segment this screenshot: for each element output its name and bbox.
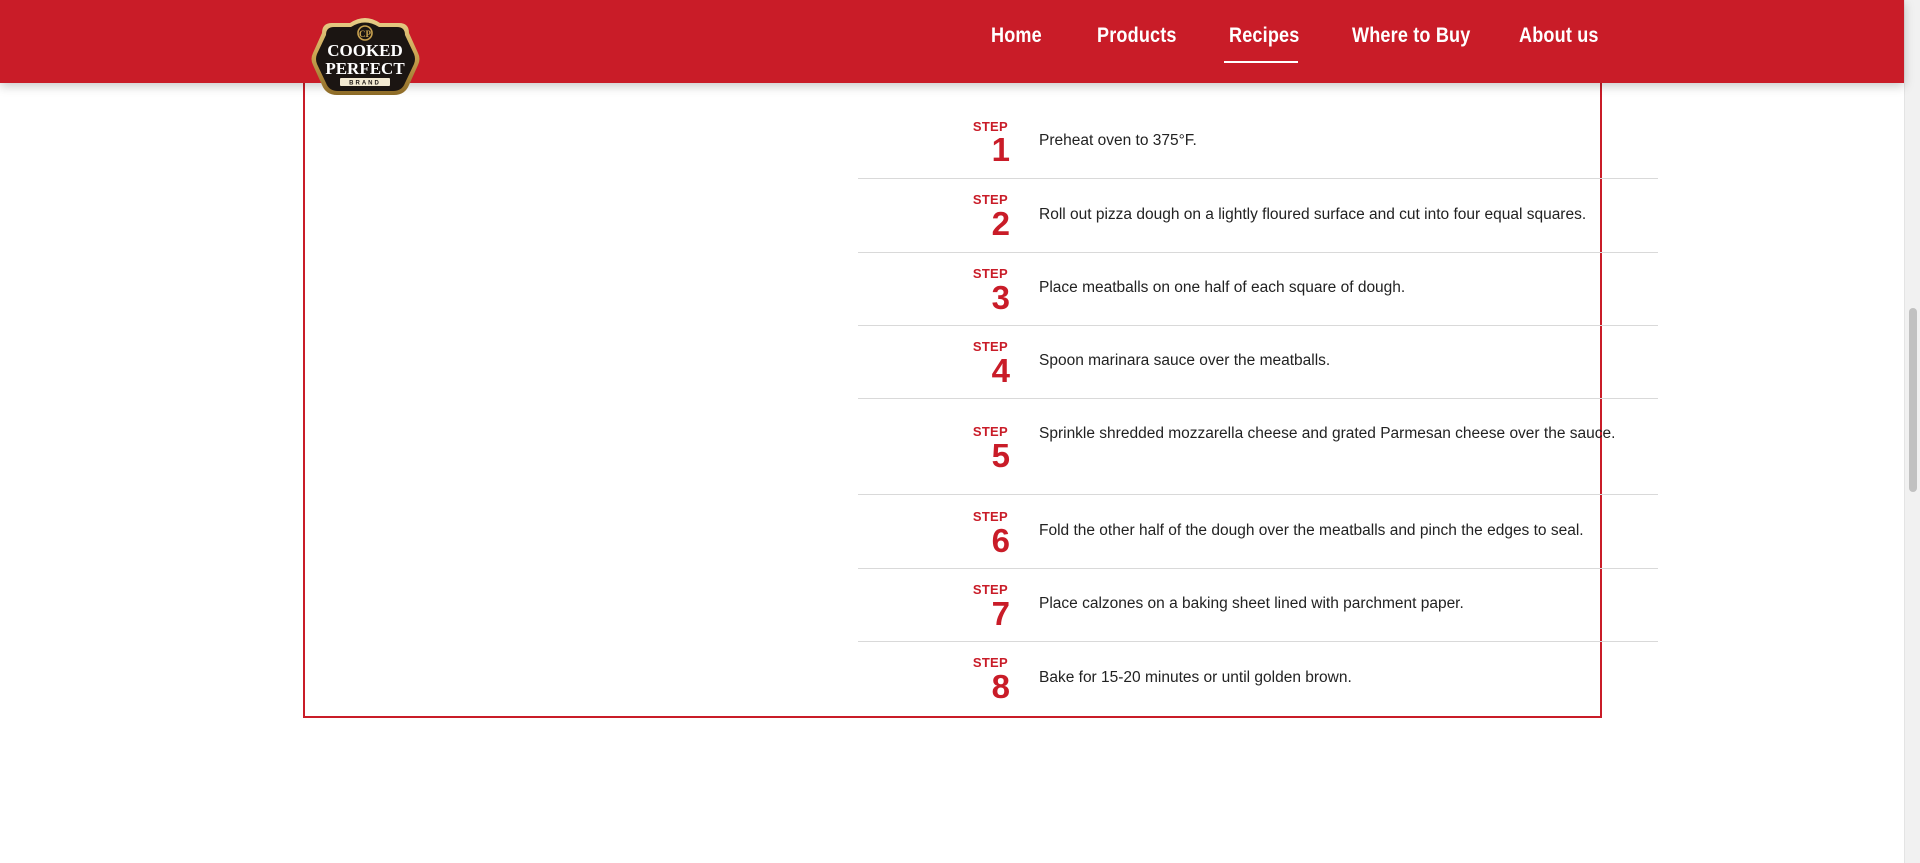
step-label: STEP bbox=[972, 582, 1008, 597]
nav-products[interactable]: Products bbox=[1097, 24, 1177, 47]
step-row bbox=[858, 569, 1658, 642]
svg-text:CP: CP bbox=[359, 29, 371, 39]
active-nav-indicator bbox=[1224, 61, 1298, 63]
step-row bbox=[858, 642, 1658, 716]
page-scrollbar[interactable] bbox=[1904, 0, 1920, 863]
step-text: Roll out pizza dough on a lightly floured surface and cut into four equal squares. bbox=[1039, 206, 1587, 223]
nav-about-us[interactable]: About us bbox=[1519, 24, 1599, 47]
svg-text:BRAND: BRAND bbox=[349, 80, 381, 87]
step-row bbox=[858, 399, 1658, 495]
step-text: Spoon marinara sauce over the meatballs. bbox=[1039, 352, 1331, 369]
nav-home[interactable]: Home bbox=[991, 24, 1042, 47]
main-nav bbox=[0, 0, 1904, 83]
step-number: 4 bbox=[991, 352, 1010, 389]
step-number: 6 bbox=[991, 522, 1010, 559]
nav-recipes[interactable]: Recipes bbox=[1229, 24, 1300, 47]
step-row bbox=[858, 97, 1658, 179]
step-row bbox=[858, 326, 1658, 399]
step-text: Sprinkle shredded mozzarella cheese and grated Parmesan cheese over the sauce. bbox=[1039, 425, 1616, 442]
step-label: STEP bbox=[972, 339, 1008, 354]
step-number: 5 bbox=[991, 437, 1010, 474]
recipe-steps-section bbox=[303, 0, 1616, 718]
step-label: STEP bbox=[972, 655, 1008, 670]
scrollbar-thumb[interactable] bbox=[1909, 308, 1917, 492]
site-header bbox=[0, 0, 1904, 83]
step-row bbox=[858, 253, 1658, 326]
step-number: 3 bbox=[991, 279, 1010, 316]
step-label: STEP bbox=[972, 266, 1008, 281]
svg-text:PERFECT: PERFECT bbox=[325, 59, 405, 78]
cooked-perfect-logo-icon bbox=[302, 11, 429, 101]
step-text: Place calzones on a baking sheet lined with parchment paper. bbox=[1039, 595, 1464, 612]
step-label: STEP bbox=[972, 424, 1008, 439]
brand-logo[interactable] bbox=[302, 11, 429, 101]
step-number: 8 bbox=[991, 668, 1010, 705]
step-label: STEP bbox=[972, 119, 1008, 134]
step-row bbox=[858, 179, 1658, 253]
step-text: Fold the other half of the dough over the meatballs and pinch the edges to seal. bbox=[1039, 522, 1584, 539]
step-row bbox=[858, 495, 1658, 569]
step-number: 2 bbox=[991, 205, 1010, 242]
step-label: STEP bbox=[972, 509, 1008, 524]
step-label: STEP bbox=[972, 192, 1008, 207]
nav-where-to-buy[interactable]: Where to Buy bbox=[1352, 24, 1471, 47]
step-number: 7 bbox=[991, 595, 1010, 632]
svg-text:COOKED: COOKED bbox=[327, 41, 403, 60]
step-text: Bake for 15-20 minutes or until golden brown. bbox=[1039, 669, 1352, 686]
step-text: Preheat oven to 375°F. bbox=[1039, 132, 1197, 149]
step-number: 1 bbox=[991, 131, 1010, 168]
step-text: Place meatballs on one half of each square of dough. bbox=[1039, 279, 1406, 296]
